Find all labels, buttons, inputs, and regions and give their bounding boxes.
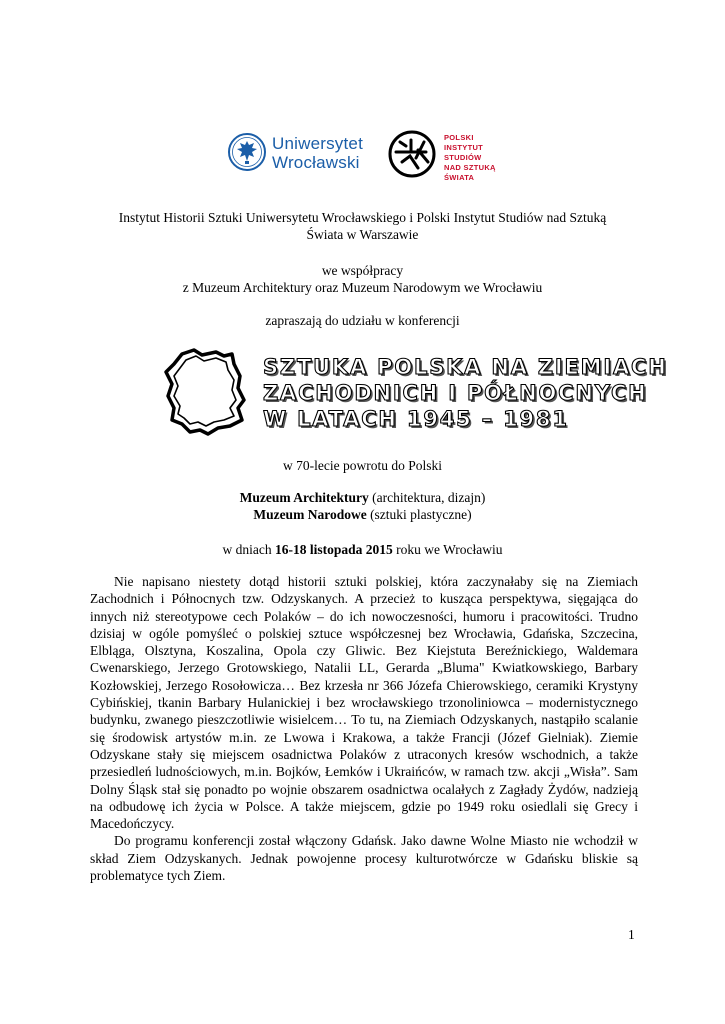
conference-title-line3: W LATACH 1945 – 1981	[263, 407, 569, 431]
anniversary-text: w 70-lecie powrotu do Polski	[283, 458, 442, 473]
venue-desc: (sztuki plastyczne)	[366, 507, 472, 522]
institute-name-line: NAD SZTUKĄ	[444, 163, 496, 172]
university-name-line2: Wrocławski	[272, 153, 360, 172]
venues	[90, 489, 635, 523]
invitation-text: zapraszają do udziału w konferencji	[265, 313, 460, 328]
organizers-line1: Instytut Historii Sztuki Uniwersytetu Wrocławskiego i Polski Instytut Studiów nad Sztuką	[118, 210, 607, 225]
page-number: 1	[628, 927, 635, 942]
dates-range: 16-18 listopada 2015	[274, 542, 393, 557]
eagle-emblem-icon	[228, 132, 266, 172]
venue-name: Muzeum Narodowe	[253, 507, 367, 522]
institute-name	[444, 133, 496, 183]
institute-seal-icon	[388, 128, 438, 180]
university-logo	[228, 128, 364, 178]
conference-dates	[90, 541, 635, 558]
conference-title-line1: SZTUKA POLSKA NA ZIEMIACH	[263, 355, 668, 379]
institute-name-line: POLSKI	[444, 133, 474, 142]
organizers	[90, 209, 635, 243]
cooperation-line2: z Muzeum Architektury oraz Muzeum Narodowym we Wrocławiu	[182, 280, 543, 295]
cooperation	[90, 262, 635, 296]
university-name-line1: Uniwersytet	[272, 134, 364, 153]
conference-title-line2: ZACHODNICH I PÓŁNOCNYCH	[263, 381, 648, 405]
university-name	[272, 134, 363, 172]
venue-item	[90, 489, 635, 506]
institute-name-line: ŚWIATA	[444, 173, 475, 182]
venue-item	[90, 506, 635, 523]
conference-title	[263, 354, 668, 432]
cooperation-line1: we współpracy	[321, 263, 404, 278]
paragraph: Nie napisano niestety dotąd historii sztuki polskiej, która zaczynałaby się na Ziemiach Zachodnich i Północnych tzw. Odzyskanych. A przecież to kusząca perspektywa, sięgająca do innych niż stereotypowe cech Polaków – do ich nowoczesności, humoru i pracowitości. Trudno dzisiaj w ogóle pomyśleć o polskiej sztuce współczesnej bez Wrocławia, Gdańska, Szczecina, Elbląga, Olsztyna, Koszalina, Opola czy Gliwic. Bez Kiejstuta Bereźnickiego, Waldemara Cwenarskiego, Jerzego Grotowskiego, Natalii LL, Gerarda „Bluma" Kwiatkowskiego, Barbary Kozłowskiej, Jerzego Rosołowicza… Bez krzesła nr 366 Józefa Chierowskiego, ceramiki Krystyny Cybińskiej, tkanin Barbary Hulanickiej i bez wrocławskiego trzonoliniowca – modernistycznego budynku, zwanego pieszczotliwie wisielcem… To tu, na Ziemiach Odzyskanych, nastąpiło scalanie się środowisk artystów m.in. ze Lwowa i Krakowa, a także Francji (Józef Gielniak). Ziemie Odzyskane stały się miejscem osadnictwa Polaków z utraconych kresów wschodnich, a także przesiedleń ludnościowych, m.in. Bojków, Łemków i Ukraińców, w ramach tzw. akcji „Wisła”. Sam Dolny Śląsk stał się ponadto po wojnie obszarem osadnictwa ocalałych z Zagłady Żydów, nadzieją na odbudowę ich życia w Polsce. A także miejscem, gdzie po 1949 roku osiedlali się Grecy i Macedończycy.	[90, 574, 638, 832]
dates-prefix: w dniach	[222, 542, 275, 557]
organizers-line2: Świata w Warszawie	[306, 227, 419, 242]
invitation	[90, 312, 635, 329]
venue-name: Muzeum Architektury	[239, 490, 369, 505]
poland-map-icon	[160, 346, 252, 438]
dates-suffix: roku we Wrocławiu	[392, 542, 503, 557]
institute-name-line: STUDIÓW	[444, 153, 482, 162]
body-text	[90, 573, 638, 884]
institute-logo	[388, 128, 528, 184]
paragraph: Do programu konferencji został włączony Gdańsk. Jako dawne Wolne Miasto nie wchodził w skład Ziem Odzyskanych. Jednak powojenne procesy kulturotwórcze w Gdańsku bliskie są problematyce tych Ziem.	[90, 833, 638, 884]
conference-banner	[160, 344, 668, 440]
institute-name-line: INSTYTUT	[444, 143, 484, 152]
venue-desc: (architektura, dizajn)	[368, 490, 486, 505]
anniversary	[90, 457, 635, 474]
